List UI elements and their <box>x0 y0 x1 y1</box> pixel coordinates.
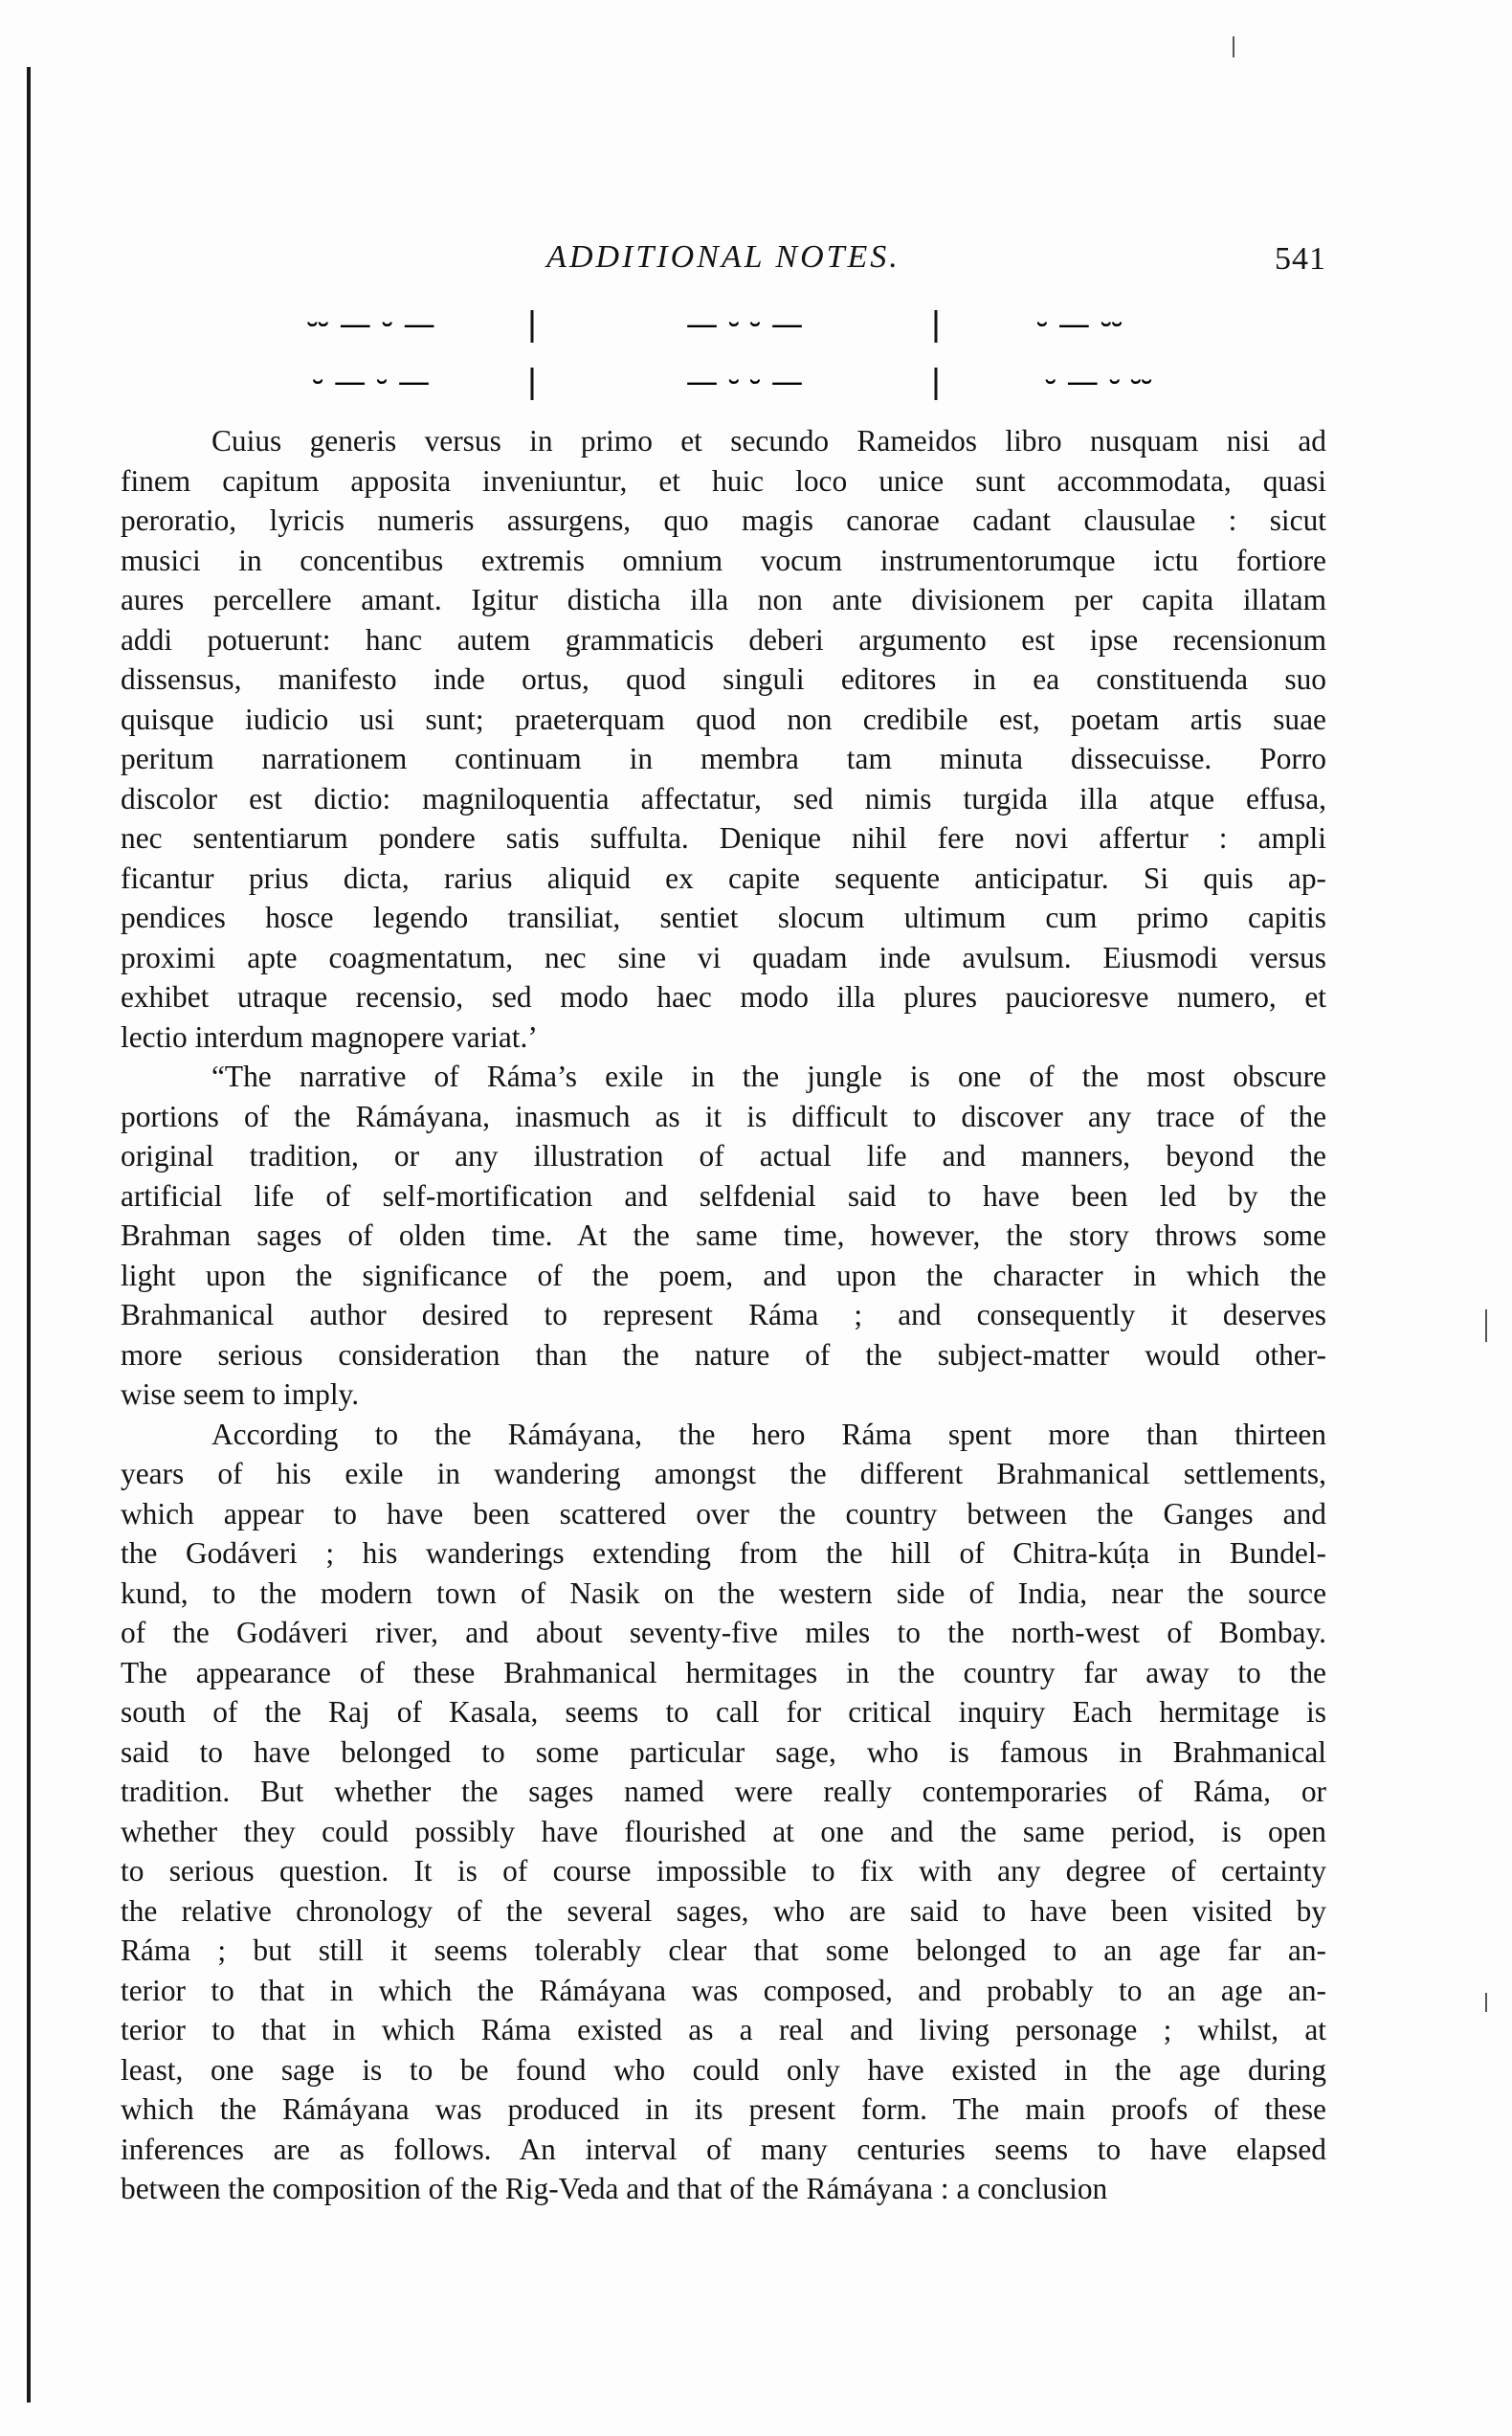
meter-row-2-group-2: — ⏑ ⏑ — <box>685 363 804 401</box>
scan-mark-top <box>1233 36 1234 57</box>
text-line: kund, to the modern town of Nasik on the western side of India, near the source <box>121 1576 1326 1610</box>
text-line: least, one sage is to be found who could only have existed in the age during <box>121 2052 1326 2087</box>
text-line: Brahman sages of olden time. At the same time, however, the story throws some <box>121 1218 1326 1252</box>
text-line: aures percellere amant. Igitur disticha illa non ante divisionem per capita illatam <box>121 583 1326 616</box>
meter-row-1-graphic <box>228 304 1204 346</box>
meter-row-2-group-1: ⏑ — ⏑ — <box>312 363 431 401</box>
text-line: “The narrative of Ráma’s exile in the jungle is one of the most obscure <box>211 1060 1326 1093</box>
text-line: exhibet utraque recensio, sed modo haec modo illa plures paucioresve numero, et <box>121 980 1326 1014</box>
text-line: dissensus, manifesto inde ortus, quod singuli editores in ea constituenda suo <box>121 662 1326 696</box>
text-line: quisque iudicio usi sunt; praeterquam quod non credibile est, poetam artis suae <box>121 702 1326 736</box>
text-line: said to have belonged to some particular sage, who is famous in Brahmanical <box>121 1734 1326 1769</box>
text-line: the Godáveri ; his wanderings extending from the hill of Chitra-kúṭa in Bundel- <box>121 1536 1326 1570</box>
body-text <box>121 421 1326 2209</box>
text-line: addi potuerunt: hanc autem grammaticis deberi argumento est ipse recensionum <box>121 622 1326 657</box>
text-line: whether they could possibly have flourished at one and the same period, is open <box>121 1814 1326 1848</box>
text-line: Ráma ; but still it seems tolerably clear that some belonged to an age far an- <box>121 1933 1326 1967</box>
meter-row-1-group-2: — ⏑ ⏑ — <box>685 305 804 344</box>
text-line: of the Godáveri river, and about seventy-five miles to the north-west of Bombay. <box>121 1616 1326 1649</box>
text-line: years of his exile in wandering amongst the different Brahmanical settlements, <box>121 1457 1326 1490</box>
meter-scheme-row-2 <box>228 362 1204 404</box>
text-line: between the composition of the Rig-Veda and that of the Rámáyana : a conclusion <box>121 2172 1108 2205</box>
running-title: ADDITIONAL NOTES. <box>546 239 901 275</box>
scan-mark-right-lower <box>1485 1993 1487 2012</box>
scan-margin-rule <box>27 67 31 2402</box>
text-line: finem capitum apposita inveniuntur, et huic loco unice sunt accommodata, quasi <box>121 463 1326 498</box>
meter-row-2-graphic <box>228 362 1204 404</box>
text-line: which the Rámáyana was produced in its present form. The main proofs of these <box>121 2092 1326 2126</box>
paragraph-3 <box>121 1415 1326 2209</box>
text-line: more serious consideration than the nature of the subject-matter would other- <box>121 1337 1326 1372</box>
text-line: ficantur prius dicta, rarius aliquid ex capite sequente anticipatur. Si quis ap- <box>121 860 1326 895</box>
text-line: musici in concentibus extremis omnium vocum instrumentorumque ictu fortiore <box>121 543 1326 577</box>
text-line: south of the Raj of Kasala, seems to call for critical inquiry Each hermitage is <box>121 1695 1326 1729</box>
meter-scheme-row-1 <box>228 304 1204 346</box>
page-header <box>121 239 1326 287</box>
text-line: tradition. But whether the sages named were really contemporaries of Ráma, or <box>121 1775 1326 1808</box>
text-line: According to the Rámáyana, the hero Ráma spent more than thirteen <box>211 1417 1326 1451</box>
text-line: peroratio, lyricis numeris assurgens, quo magis canorae cadant clausulae : sicut <box>121 503 1326 537</box>
paragraph-2 <box>121 1057 1326 1415</box>
text-line: terior to that in which Ráma existed as a real and living personage ; whilst, at <box>121 2013 1326 2046</box>
text-line: proximi apte coagmentatum, nec sine vi quadam inde avulsum. Eiusmodi versus <box>121 940 1326 974</box>
text-line: Brahmanical author desired to represent Ráma ; and consequently it deserves <box>121 1298 1326 1331</box>
text-line: terior to that in which the Rámáyana was composed, and probably to an age an- <box>121 1973 1326 2007</box>
meter-row-2-group-3: ⏑ — ⏑ ⏑⏑ <box>1045 363 1152 401</box>
meter-row-1-group-1: ⏑⏑ — ⏑ — <box>306 305 436 344</box>
text-line: pendices hosce legendo transiliat, sentiet slocum ultimum cum primo capitis <box>121 901 1326 934</box>
text-line: inferences are as follows. An interval of many centuries seems to have elapsed <box>121 2132 1326 2166</box>
text-line: lectio interdum magnopere variat.’ <box>121 1019 538 1054</box>
text-line: which appear to have been scattered over the country between the Ganges and <box>121 1496 1326 1531</box>
text-line: peritum narrationem continuam in membra tam minuta dissecuisse. Porro <box>121 742 1326 775</box>
text-line: to serious question. It is of course impossible to fix with any degree of certainty <box>121 1854 1326 1888</box>
text-line: The appearance of these Brahmanical hermitages in the country far away to the <box>121 1655 1326 1689</box>
text-line: Cuius generis versus in primo et secundo Rameidos libro nusquam nisi ad <box>211 424 1326 458</box>
page-number: 541 <box>1275 241 1326 277</box>
text-line: portions of the Rámáyana, inasmuch as it is difficult to discover any trace of the <box>121 1099 1326 1133</box>
scan-mark-right <box>1485 1309 1487 1342</box>
meter-row-1-group-3: ⏑ — ⏑⏑ <box>1036 305 1123 344</box>
text-line: discolor est dictio: magniloquentia affectatur, sed nimis turgida illa atque effusa, <box>121 781 1326 816</box>
text-line: wise seem to imply. <box>121 1377 360 1411</box>
text-line: artificial life of self-mortification and selfdenial said to have been led by the <box>121 1178 1326 1213</box>
text-line: the relative chronology of the several sages, who are said to have been visited by <box>121 1893 1326 1928</box>
text-line: original tradition, or any illustration of actual life and manners, beyond the <box>121 1139 1326 1173</box>
paragraph-1 <box>121 421 1326 1057</box>
text-line: light upon the significance of the poem, and upon the character in which the <box>121 1258 1326 1292</box>
text-line: nec sententiarum pondere satis suffulta. Denique nihil fere novi affertur : ampli <box>121 821 1326 855</box>
